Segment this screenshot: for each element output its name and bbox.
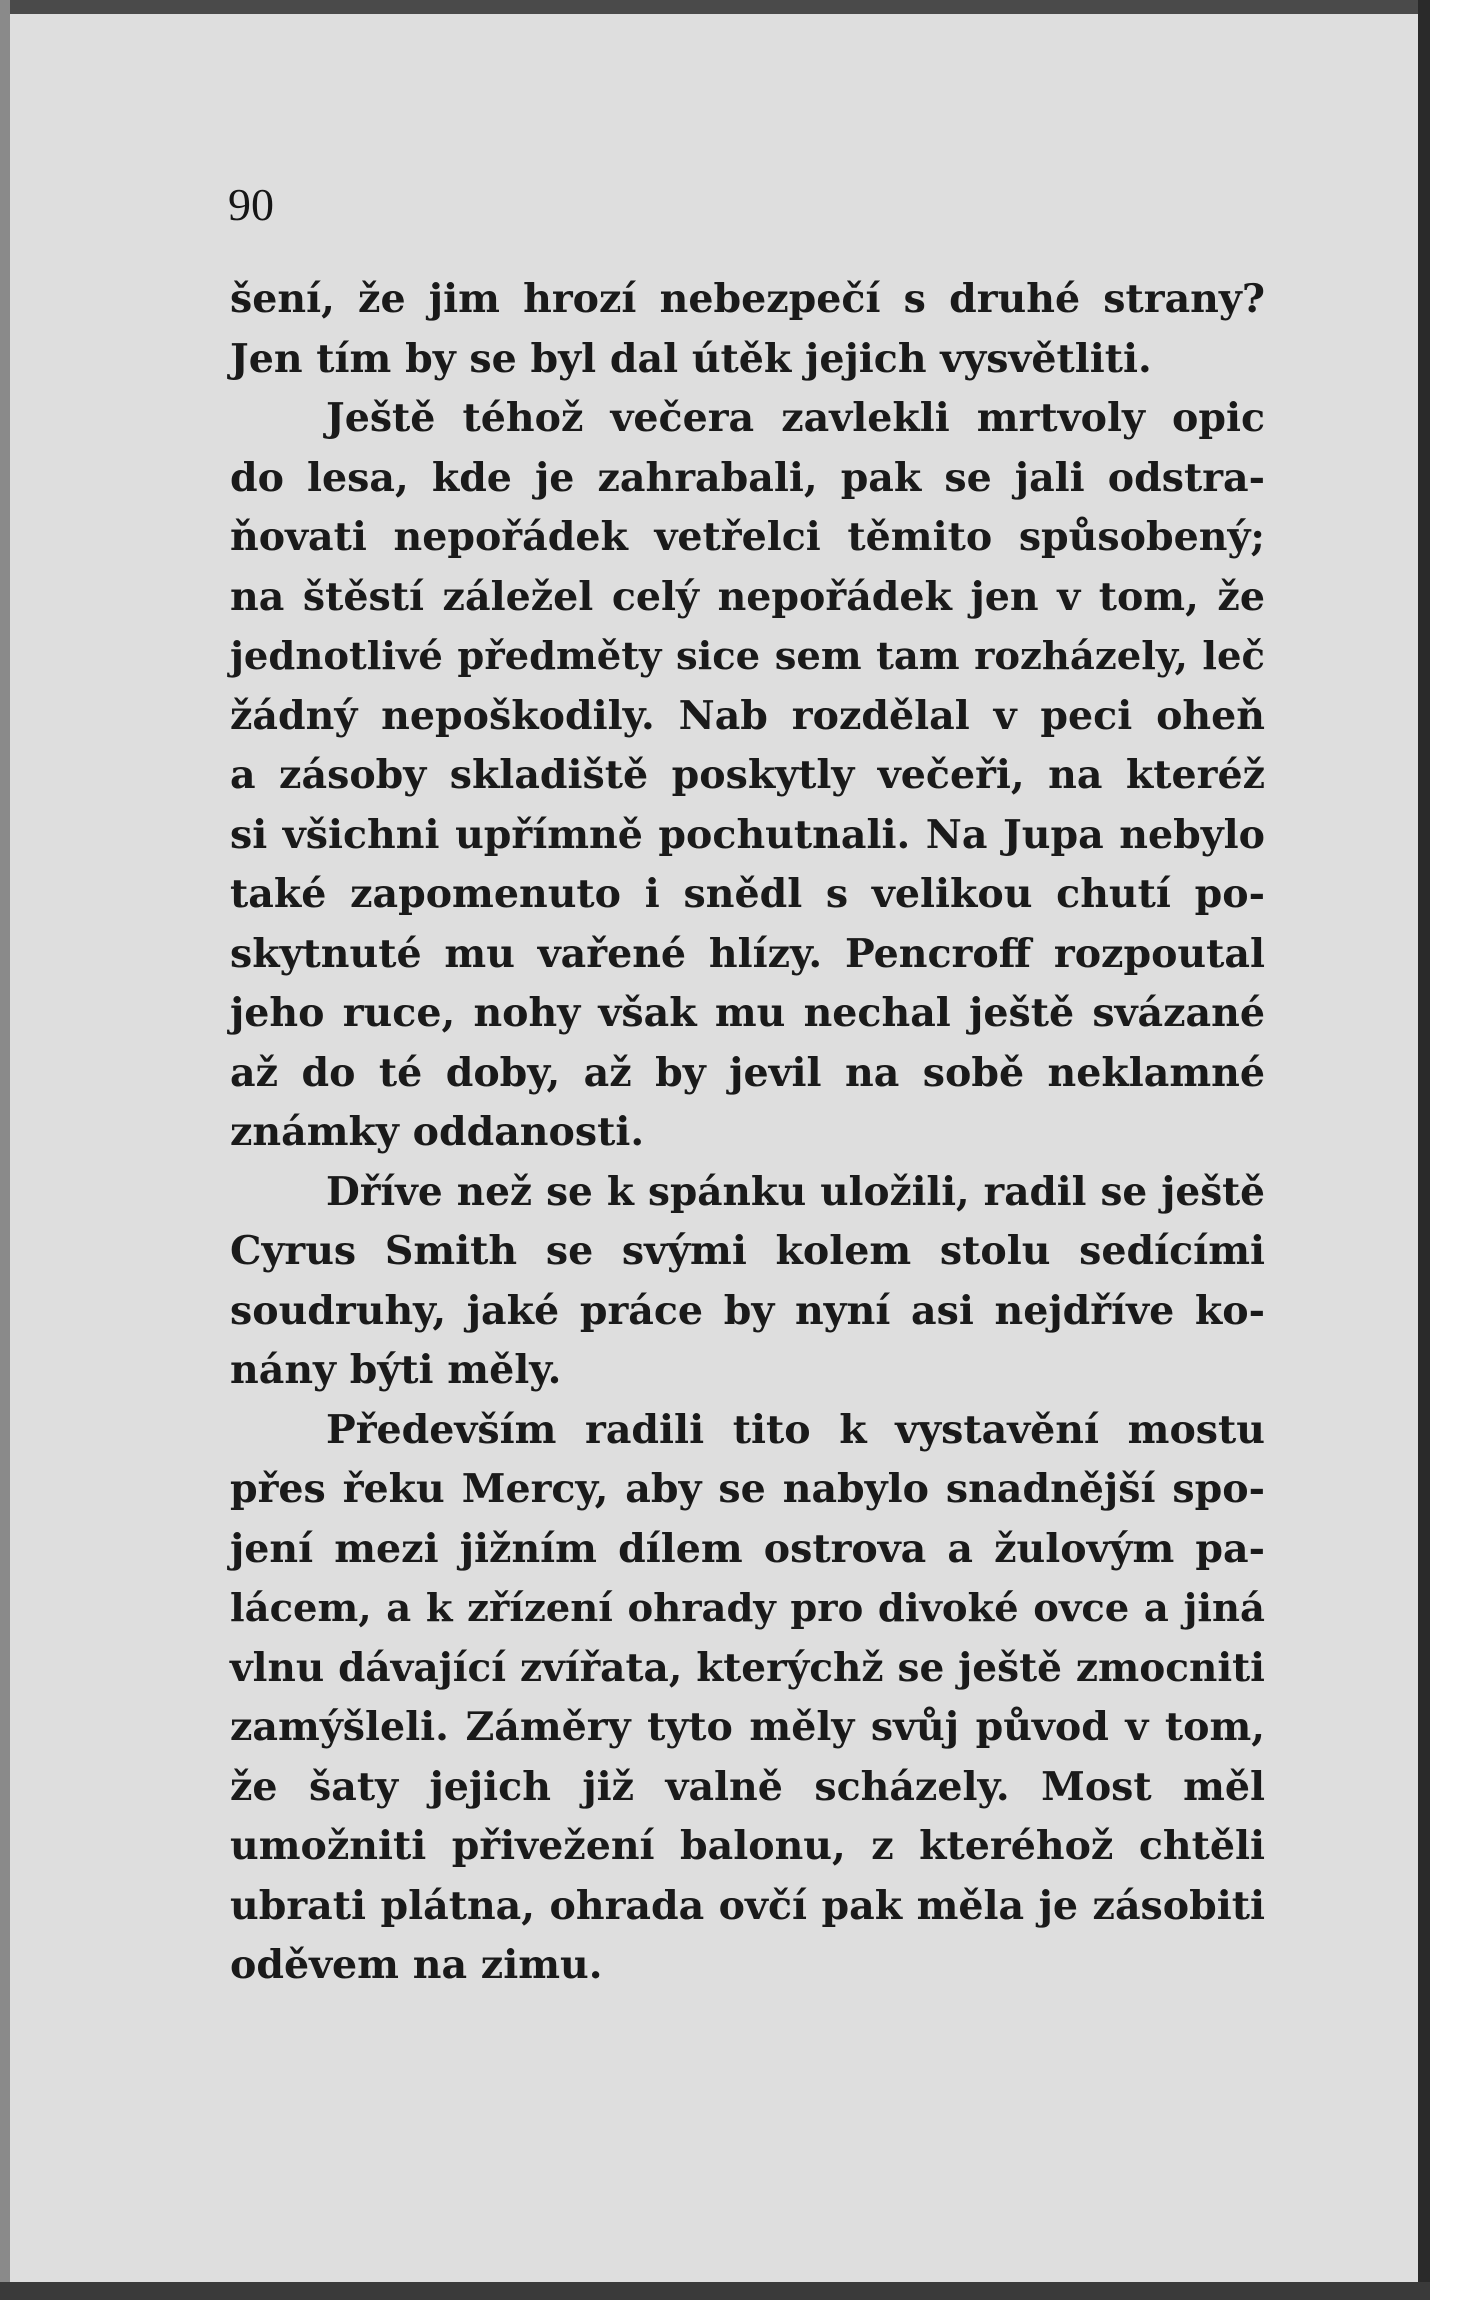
text-line: Cyrus Smith se svými kolem stolu sedícími [230, 1228, 1265, 1274]
scan-edge-left [0, 0, 10, 2300]
text-line: si všichni upřímně pochutnali. Na Jupa nebylo [230, 811, 1265, 858]
text-line: ňovati nepořádek vetřelci těmito spůsobený; [230, 514, 1265, 560]
text-line: až do té doby, až by jevil na sobě neklamné [230, 1049, 1265, 1096]
text-line: do lesa, kde je zahrabali, pak se jali odstra- [230, 454, 1265, 501]
text-line: skytnuté mu vařené hlízy. Pencroff rozpoutal [230, 930, 1265, 977]
text-line: žádný nepoškodily. Nab rozdělal v peci oheň [230, 692, 1265, 739]
text-line: že šaty jejich již valně scházely. Most měl [230, 1763, 1265, 1810]
text-line: soudruhy, jaké práce by nyní asi nejdříve ko- [230, 1287, 1265, 1334]
text-line: nány býti měly. [230, 1347, 562, 1393]
paragraph [230, 1401, 1265, 1996]
text-line: přes řeku Mercy, aby se nabylo snadnější spo- [230, 1466, 1265, 1512]
text-line: Především radili tito k vystavění mostu [326, 1406, 1265, 1453]
text-line: ubrati plátna, ohrada ovčí pak měla je zásobiti [230, 1882, 1265, 1929]
text-line: jeho ruce, nohy však mu nechal ještě svázané [230, 990, 1265, 1036]
paragraph [230, 1163, 1265, 1401]
text-line: šení, že jim hrozí nebezpečí s druhé strany? [230, 276, 1265, 322]
text-line: Ještě téhož večera zavlekli mrtvoly opic [326, 395, 1265, 441]
text-line: zamýšleli. Záměry tyto měly svůj původ v tom, [230, 1704, 1265, 1750]
text-line: lácem, a k zřízení ohrady pro divoké ovce a jiná [230, 1586, 1265, 1631]
page-number: 90 [228, 179, 274, 230]
scan-edge-bottom [0, 2282, 1430, 2300]
text-line: na štěstí záležel celý nepořádek jen v tom, že [230, 573, 1265, 620]
text-line: vlnu dávající zvířata, kterýchž se ještě zmocniti [230, 1644, 1265, 1691]
text-line: známky oddanosti. [230, 1109, 645, 1155]
paragraph [230, 270, 1265, 389]
paragraph [230, 389, 1265, 1163]
body-text [230, 270, 1265, 1996]
text-line: také zapomenuto i snědl s velikou chutí po- [230, 871, 1265, 917]
scan-edge-right [1418, 0, 1430, 2300]
text-line: jení mezi jižním dílem ostrova a žulovým pa- [230, 1525, 1265, 1572]
scan-edge-top [0, 0, 1430, 14]
text-line: a zásoby skladiště poskytly večeři, na kteréž [230, 752, 1265, 798]
text-line: umožniti přivežení balonu, z kteréhož chtěli [230, 1823, 1265, 1869]
text-line: Dříve než se k spánku uložili, radil se ještě [326, 1168, 1265, 1215]
text-line: jednotlivé předměty sice sem tam rozházely, leč [230, 634, 1265, 679]
text-line: oděvem na zimu. [230, 1942, 603, 1988]
text-line: Jen tím by se byl dal útěk jejich vysvětliti. [230, 335, 1152, 382]
